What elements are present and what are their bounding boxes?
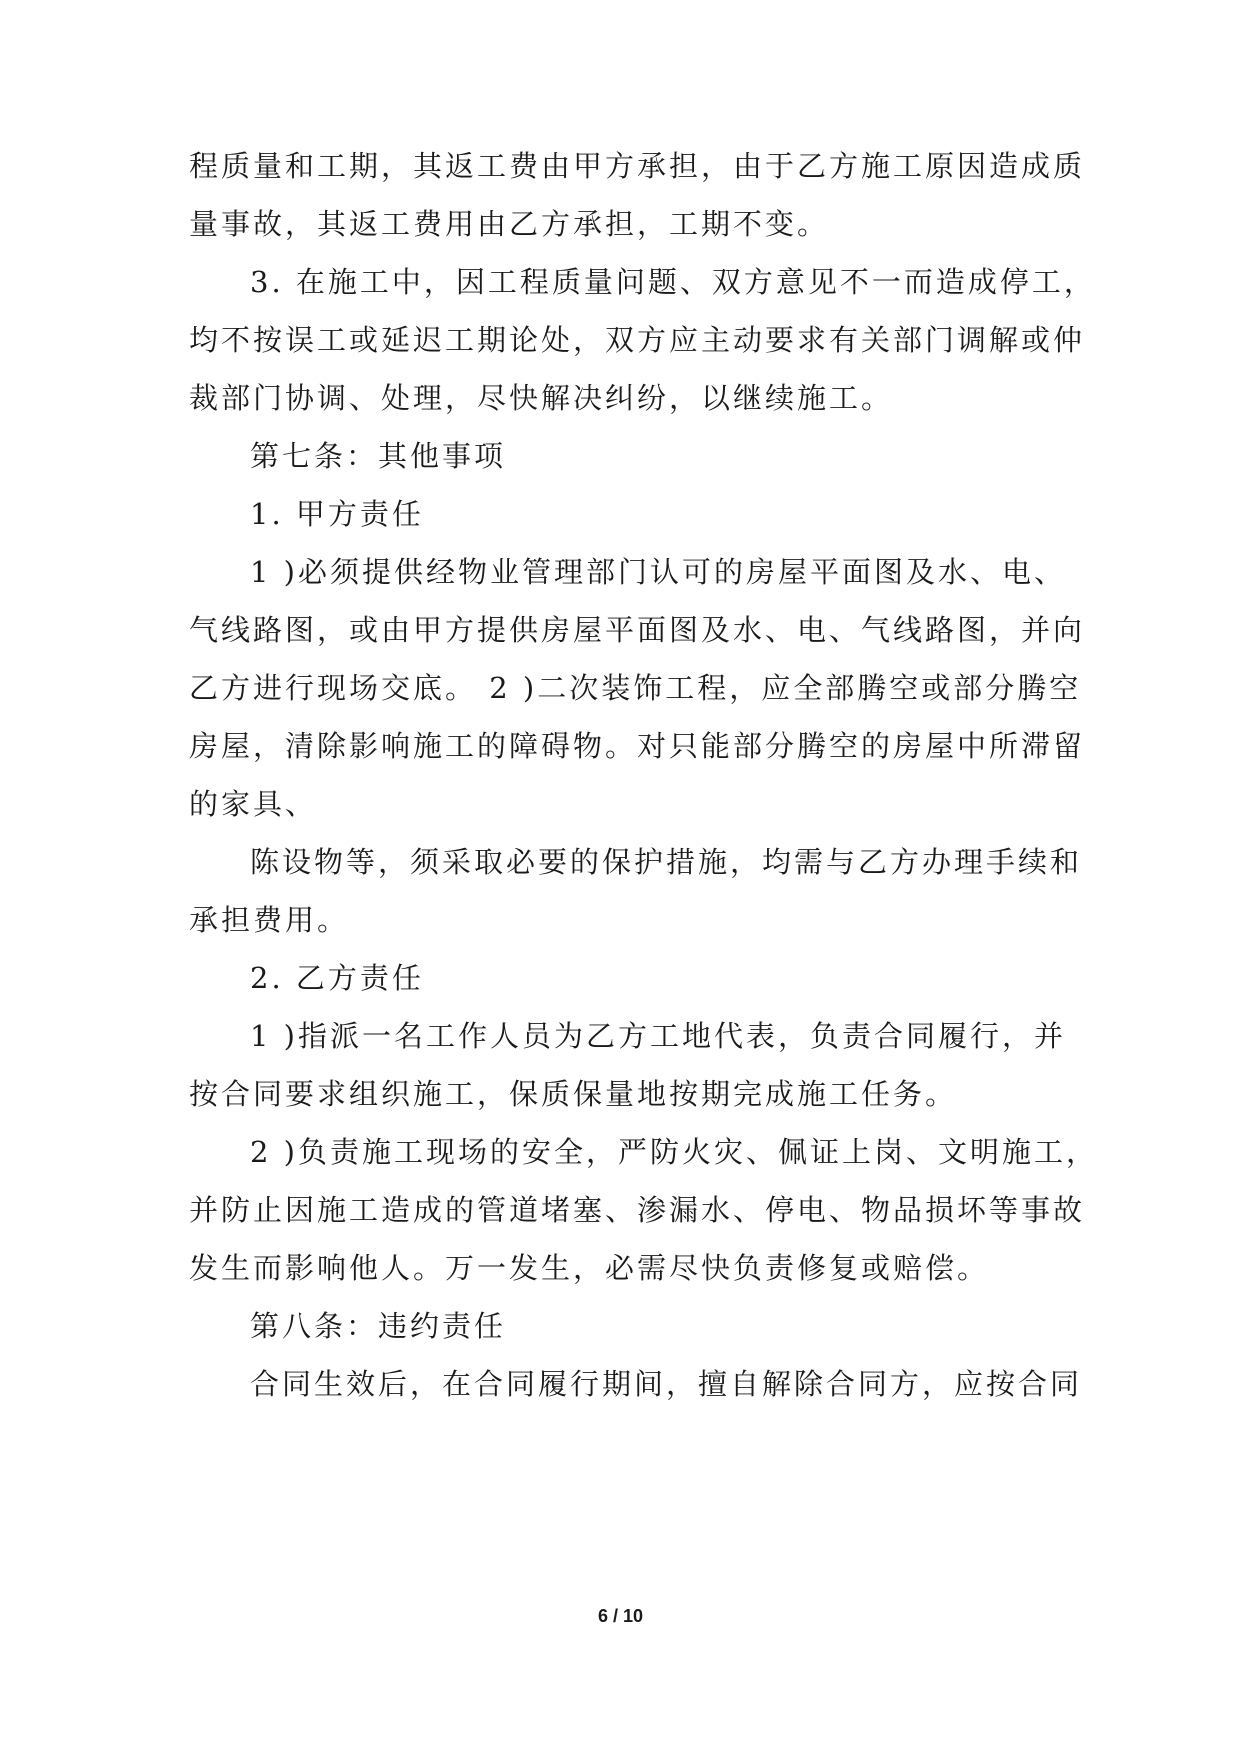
text-line: 程质量和工期，其返工费由甲方承担，由于乙方施工原因造成质 <box>189 149 1086 183</box>
text-line: 气线路图，或由甲方提供房屋平面图及水、电、气线路图，并向 <box>189 613 1086 647</box>
text-line: 发生而影响他人。万一发生，必需尽快负责修复或赔偿。 <box>189 1251 990 1285</box>
text-line: 量事故，其返工费用由乙方承担，工期不变。 <box>189 207 830 241</box>
text-line: 裁部门协调、处理，尽快解决纠纷，以继续施工。 <box>189 381 894 415</box>
section-heading: 第八条：违约责任 <box>250 1309 507 1343</box>
text-line: 3. 在施工中，因工程质量问题、双方意见不一而造成停工， <box>250 265 1096 299</box>
text-line: 1 )指派一名工作人员为乙方工地代表，负责合同履行，并 <box>250 1019 1066 1053</box>
text-line: 按合同要求组织施工，保质保量地按期完成施工任务。 <box>189 1077 958 1111</box>
text-line: 1 )必须提供经物业管理部门认可的房屋平面图及水、电、 <box>250 555 1066 589</box>
text-line: 的家具、 <box>189 787 318 821</box>
page-number: 6 / 10 <box>597 1606 644 1626</box>
text-line: 房屋，清除影响施工的障碍物。对只能部分腾空的房屋中所滞留 <box>189 729 1086 763</box>
text-line: 2 )负责施工现场的安全，严防火灾、佩证上岗、文明施工， <box>250 1135 1098 1169</box>
text-line: 并防止因施工造成的管道堵塞、渗漏水、停电、物品损坏等事故 <box>189 1193 1086 1227</box>
text-line: 陈设物等，须采取必要的保护措施，均需与乙方办理手续和 <box>250 845 1083 879</box>
text-line: 均不按误工或延迟工期论处，双方应主动要求有关部门调解或仲 <box>189 323 1086 357</box>
text-line: 合同生效后，在合同履行期间，擅自解除合同方，应按合同 <box>250 1367 1083 1401</box>
text-line: 承担费用。 <box>189 903 350 937</box>
subsection-heading: 1. 甲方责任 <box>250 497 424 531</box>
section-heading: 第七条：其他事项 <box>250 439 507 473</box>
subsection-heading: 2. 乙方责任 <box>250 961 424 995</box>
text-line: 乙方进行现场交底。 2 )二次装饰工程，应全部腾空或部分腾空 <box>189 671 1082 705</box>
